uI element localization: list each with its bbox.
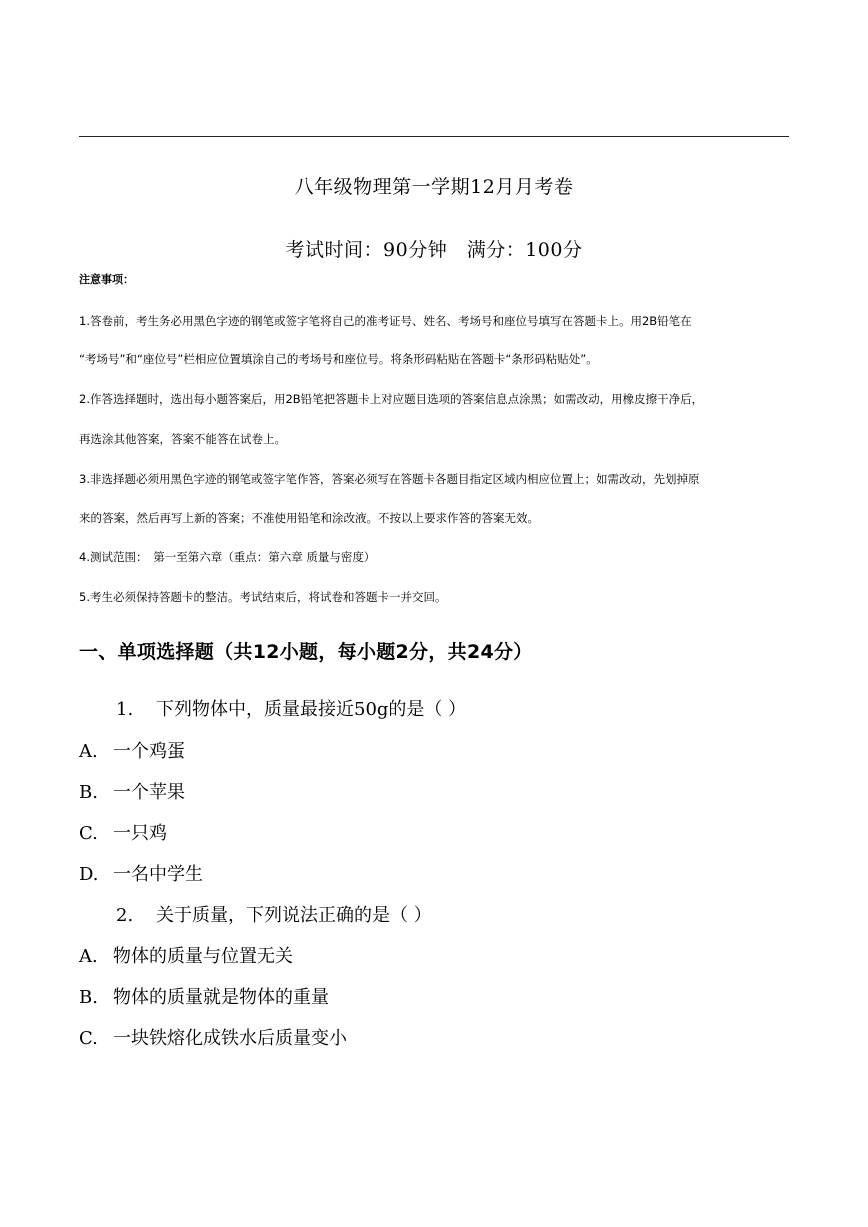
exam-title: 八年级物理第一学期12月月考卷 [294,176,574,198]
option-text: 一个苹果 [113,782,185,803]
header-rule [79,136,789,137]
section-heading: 一、单项选择题（共12小题，每小题2分，共24分） [79,641,533,663]
question-number: 2. [116,905,134,926]
option-1d [79,860,203,886]
option-letter: A. [79,946,98,967]
question-2 [116,901,432,927]
option-text: 物体的质量就是物体的重量 [113,987,329,1008]
notice-line: 再选涂其他答案，答案不能答在试卷上。 [79,432,286,446]
option-letter: B. [79,987,98,1008]
option-text: 一名中学生 [113,864,203,885]
option-letter: D. [79,864,99,885]
option-1b [79,778,185,804]
notice-line: “考场号”和“座位号”栏相应位置填涂自己的考场号和座位号。将条形码粘贴在答题卡“条形码粘贴处”。 [79,352,598,366]
option-text: 一只鸡 [113,823,167,844]
option-letter: A. [79,741,98,762]
option-1a [79,737,185,763]
notice-line: 2.作答选择题时，选出每小题答案后，用2B铅笔把答题卡上对应题目选项的答案信息点涂黑；如需改动，用橡皮擦干净后， [79,392,704,406]
option-letter: C. [79,1028,98,1049]
option-letter: C. [79,823,98,844]
option-2b [79,983,329,1009]
question-1 [116,695,466,721]
notice-line: 4.测试范围： 第一至第六章（重点：第六章 质量与密度） [79,550,376,564]
option-2c [79,1024,347,1050]
option-text: 一个鸡蛋 [113,741,185,762]
option-letter: B. [79,782,98,803]
notice-line: 1.答卷前，考生务必用黑色字迹的钢笔或签字笔将自己的准考证号、姓名、考场号和座位号填写在答题卡上。用2B铅笔在 [79,314,692,328]
option-text: 一块铁熔化成铁水后质量变小 [113,1028,347,1049]
notice-line: 5.考生必须保持答题卡的整洁。考试结束后，将试卷和答题卡一并交回。 [79,590,447,604]
notice-line: 来的答案，然后再写上新的答案；不准使用铅笔和涂改液。不按以上要求作答的答案无效。 [79,511,539,525]
question-text: 下列物体中，质量最接近50g的是（ ） [156,699,467,720]
question-number: 1. [116,699,134,720]
notice-heading: 注意事项： [79,273,134,286]
option-1c [79,819,167,845]
option-text: 物体的质量与位置无关 [113,946,293,967]
question-text: 关于质量，下列说法正确的是（ ） [156,905,432,926]
option-2a [79,942,293,968]
notice-line: 3.非选择题必须用黑色字迹的钢笔或签字笔作答，答案必须写在答题卡各题目指定区域内相应位置上；如需改动，先划掉原 [79,472,700,486]
exam-subtitle: 考试时间：90分钟 满分：100分 [285,239,583,261]
